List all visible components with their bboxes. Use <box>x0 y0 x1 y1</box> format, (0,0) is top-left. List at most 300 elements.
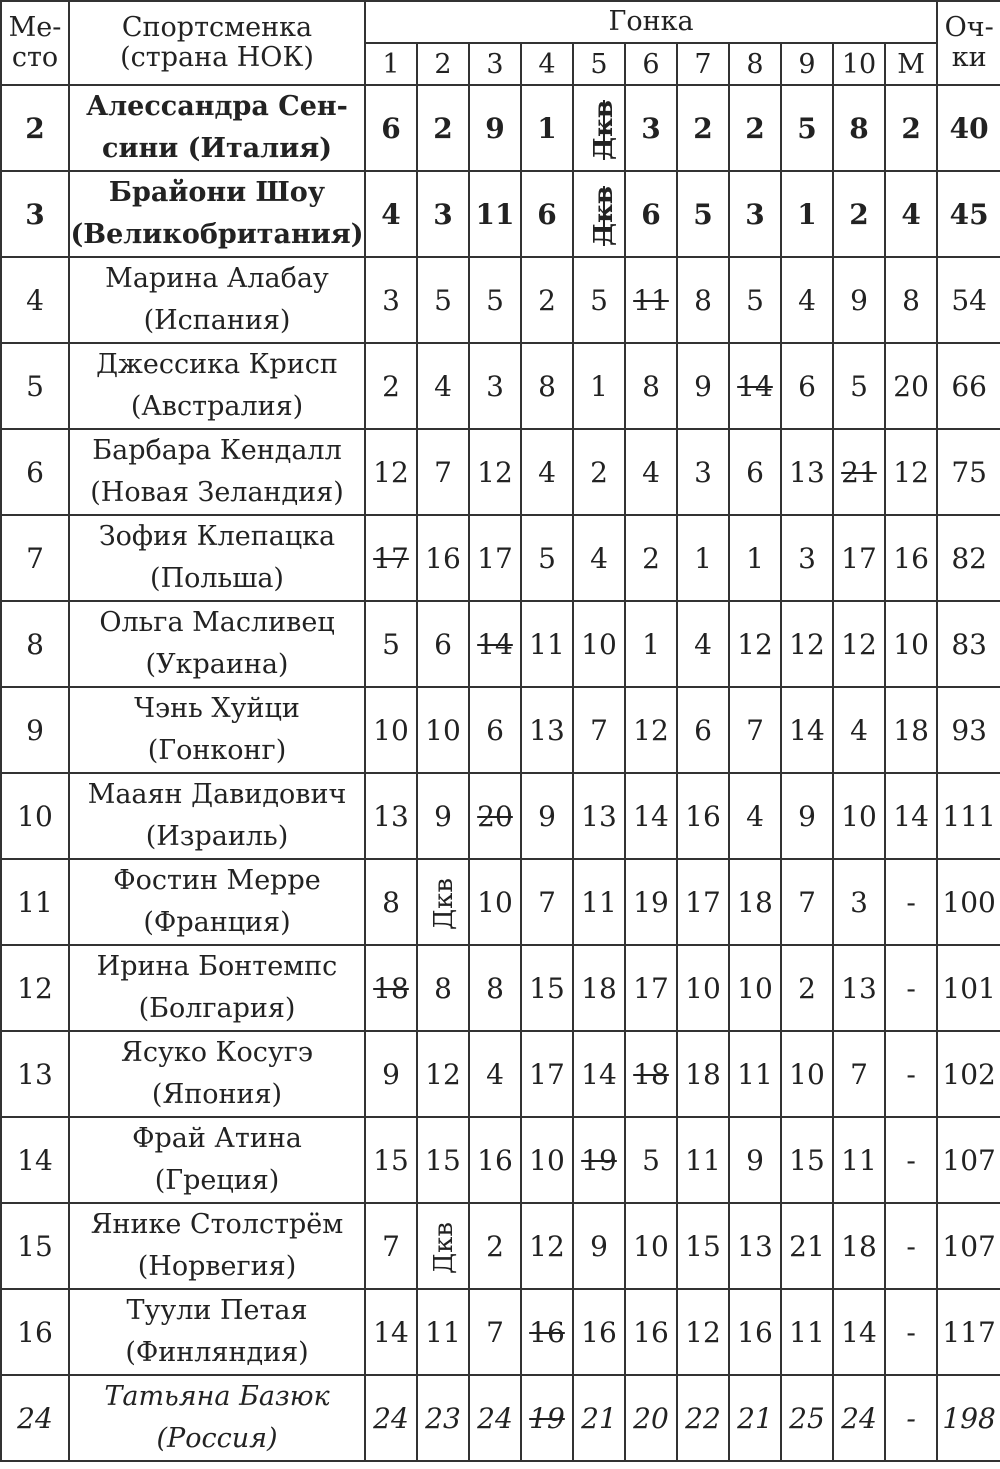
points-cell: 107 <box>937 1117 1000 1203</box>
race-result-cell <box>625 601 677 687</box>
race-result: 10 <box>737 971 773 1005</box>
table-row <box>1 859 1000 945</box>
race-result: 4 <box>798 283 816 317</box>
race-result-cell <box>625 1375 677 1461</box>
race-result: 7 <box>746 713 764 747</box>
race-result: 4 <box>434 369 452 403</box>
race-result-cell <box>833 343 885 429</box>
race-result-cell <box>469 1289 521 1375</box>
race-result: 7 <box>486 1315 504 1349</box>
race-result: 12 <box>789 627 825 661</box>
race-result-cell <box>469 1375 521 1461</box>
race-result-cell <box>729 1375 781 1461</box>
race-result: 8 <box>642 369 660 403</box>
athlete-name: Джессика Крисп (Австралия) <box>96 349 338 422</box>
race-result: 13 <box>789 455 825 489</box>
race-result-cell <box>417 945 469 1031</box>
discarded-result: 18 <box>373 971 409 1005</box>
race-result-cell <box>469 85 521 171</box>
race-result: 9 <box>538 799 556 833</box>
race-result-cell <box>417 1375 469 1461</box>
disqualified-mark: Дкв <box>588 99 619 160</box>
race-result-cell <box>833 1203 885 1289</box>
race-result: 17 <box>529 1057 565 1091</box>
race-result-cell <box>469 429 521 515</box>
discarded-result: 18 <box>633 1057 669 1091</box>
race-result-cell <box>781 859 833 945</box>
race-result: 7 <box>590 713 608 747</box>
race-result: 2 <box>590 455 608 489</box>
race-result: 5 <box>746 283 764 317</box>
athlete-name: Чэнь Хуйци (Гонконг) <box>134 693 300 766</box>
discarded-result: 16 <box>529 1315 565 1349</box>
race-result-cell <box>365 429 417 515</box>
points-cell: 117 <box>937 1289 1000 1375</box>
race-result-cell <box>833 687 885 773</box>
race-result: 18 <box>581 971 617 1005</box>
race-result: 6 <box>641 197 661 231</box>
race-result: 10 <box>789 1057 825 1091</box>
race-result: 10 <box>477 885 513 919</box>
race-result: 14 <box>789 713 825 747</box>
race-result-cell <box>417 1203 469 1289</box>
race-result-cell <box>833 601 885 687</box>
race-result-cell <box>521 1289 573 1375</box>
place-cell: 2 <box>1 85 69 171</box>
race-result: 10 <box>633 1229 669 1263</box>
race-result: 6 <box>746 455 764 489</box>
race-result: 2 <box>382 369 400 403</box>
race-result-cell <box>469 515 521 601</box>
header-race-number: 7 <box>677 43 729 85</box>
race-result: 11 <box>737 1057 773 1091</box>
race-result-cell <box>781 1117 833 1203</box>
race-result: 5 <box>797 111 817 145</box>
race-result-cell <box>469 171 521 257</box>
race-result: 24 <box>841 1401 877 1435</box>
header-race-number: 2 <box>417 43 469 85</box>
race-result: 9 <box>798 799 816 833</box>
athlete-cell <box>69 601 365 687</box>
race-result-cell <box>833 515 885 601</box>
race-result: 5 <box>434 283 452 317</box>
race-result: 12 <box>893 455 929 489</box>
race-result: 6 <box>381 111 401 145</box>
race-result: 4 <box>590 541 608 575</box>
race-result-cell <box>833 85 885 171</box>
race-result-cell <box>781 687 833 773</box>
race-result-cell <box>573 515 625 601</box>
race-result-cell <box>469 343 521 429</box>
race-result: 2 <box>745 111 765 145</box>
race-result: 14 <box>893 799 929 833</box>
race-result: 7 <box>538 885 556 919</box>
race-result: 15 <box>529 971 565 1005</box>
race-result: 2 <box>798 971 816 1005</box>
points-cell: 198 <box>937 1375 1000 1461</box>
discarded-result: 20 <box>477 799 513 833</box>
race-result-cell <box>365 601 417 687</box>
race-result: 3 <box>486 369 504 403</box>
table-row <box>1 171 1000 257</box>
race-result-cell <box>677 945 729 1031</box>
race-result: 6 <box>798 369 816 403</box>
place-cell: 16 <box>1 1289 69 1375</box>
race-result: - <box>906 971 916 1005</box>
header-race-number: 10 <box>833 43 885 85</box>
table-row <box>1 1289 1000 1375</box>
place-cell: 11 <box>1 859 69 945</box>
race-result-cell <box>729 257 781 343</box>
table-row <box>1 515 1000 601</box>
race-result-cell <box>885 257 937 343</box>
race-result: 3 <box>433 197 453 231</box>
race-result: 3 <box>850 885 868 919</box>
race-result-cell <box>885 1203 937 1289</box>
race-result-cell <box>833 773 885 859</box>
race-result-cell <box>781 515 833 601</box>
race-result-cell <box>365 1117 417 1203</box>
race-result-cell <box>677 429 729 515</box>
race-result-cell <box>573 945 625 1031</box>
race-result-cell <box>677 773 729 859</box>
race-result-cell <box>365 1031 417 1117</box>
race-result: 1 <box>642 627 660 661</box>
athlete-name: Ясуко Косугэ (Япония) <box>121 1037 313 1110</box>
race-result-cell <box>365 1203 417 1289</box>
race-result-cell <box>729 343 781 429</box>
race-result-cell <box>417 171 469 257</box>
race-result: 13 <box>841 971 877 1005</box>
race-result: 12 <box>425 1057 461 1091</box>
athlete-cell <box>69 1289 365 1375</box>
race-result-cell <box>781 257 833 343</box>
race-result-cell <box>677 859 729 945</box>
race-result-cell <box>521 515 573 601</box>
race-result-cell <box>573 343 625 429</box>
discarded-result: 19 <box>581 1143 617 1177</box>
athlete-cell <box>69 1031 365 1117</box>
race-result: 12 <box>373 455 409 489</box>
disqualified-mark: Дкв <box>588 185 619 246</box>
race-result-cell <box>729 601 781 687</box>
race-result: 7 <box>382 1229 400 1263</box>
race-result-cell <box>781 773 833 859</box>
points-cell: 101 <box>937 945 1000 1031</box>
race-result: 12 <box>633 713 669 747</box>
race-result: 10 <box>685 971 721 1005</box>
race-result: 13 <box>581 799 617 833</box>
race-result-cell <box>521 171 573 257</box>
race-result-cell <box>365 257 417 343</box>
race-result: 1 <box>537 111 557 145</box>
race-result: 2 <box>486 1229 504 1263</box>
race-result-cell <box>573 859 625 945</box>
race-result-cell <box>417 343 469 429</box>
race-result: 19 <box>633 885 669 919</box>
race-result: 12 <box>477 455 513 489</box>
race-result-cell <box>781 1031 833 1117</box>
race-result: 13 <box>373 799 409 833</box>
discarded-result: 14 <box>737 369 773 403</box>
race-result-cell <box>885 601 937 687</box>
race-result: 10 <box>373 713 409 747</box>
athlete-cell <box>69 171 365 257</box>
race-result: 3 <box>745 197 765 231</box>
place-cell: 10 <box>1 773 69 859</box>
place-cell: 7 <box>1 515 69 601</box>
race-result-cell <box>469 1031 521 1117</box>
race-result: 20 <box>893 369 929 403</box>
race-result-cell <box>677 343 729 429</box>
race-result-cell <box>885 85 937 171</box>
race-result: 11 <box>685 1143 721 1177</box>
race-result: 1 <box>797 197 817 231</box>
race-result-cell <box>833 171 885 257</box>
race-result: 11 <box>841 1143 877 1177</box>
race-result: 6 <box>537 197 557 231</box>
race-result-cell <box>885 171 937 257</box>
race-result: 16 <box>425 541 461 575</box>
race-result: 7 <box>434 455 452 489</box>
race-result-cell <box>625 171 677 257</box>
athlete-name: Зофия Клепацка (Польша) <box>98 521 336 594</box>
race-result: 9 <box>850 283 868 317</box>
race-result-cell <box>625 343 677 429</box>
race-result: 9 <box>590 1229 608 1263</box>
header-race-number: 3 <box>469 43 521 85</box>
race-result: 8 <box>486 971 504 1005</box>
place-cell: 3 <box>1 171 69 257</box>
discarded-result: 19 <box>529 1401 565 1435</box>
table-row <box>1 1375 1000 1461</box>
race-result: 5 <box>642 1143 660 1177</box>
race-result-cell <box>729 687 781 773</box>
athlete-name: Алессандра Сен- сини (Италия) <box>86 91 348 164</box>
race-result: 5 <box>850 369 868 403</box>
race-result-cell <box>365 1289 417 1375</box>
points-cell: 54 <box>937 257 1000 343</box>
place-cell: 5 <box>1 343 69 429</box>
race-result: 21 <box>581 1401 617 1435</box>
race-result: 4 <box>746 799 764 833</box>
race-result: 11 <box>789 1315 825 1349</box>
race-result-cell <box>417 1289 469 1375</box>
athlete-name: Туули Петая (Финляндия) <box>125 1295 309 1368</box>
race-result-cell <box>677 1289 729 1375</box>
race-result: 4 <box>381 197 401 231</box>
race-result: 3 <box>382 283 400 317</box>
race-result: - <box>906 1401 916 1435</box>
race-result: 4 <box>694 627 712 661</box>
athlete-cell <box>69 429 365 515</box>
race-result-cell <box>625 945 677 1031</box>
place-cell: 6 <box>1 429 69 515</box>
race-result-cell <box>365 171 417 257</box>
race-result-cell <box>365 1375 417 1461</box>
table-row <box>1 1031 1000 1117</box>
race-result: 16 <box>633 1315 669 1349</box>
athlete-name: Брайони Шоу (Великобритания) <box>70 177 364 250</box>
race-result-cell <box>417 257 469 343</box>
race-result: 10 <box>581 627 617 661</box>
race-result-cell <box>885 1031 937 1117</box>
race-result-cell <box>781 85 833 171</box>
race-result: 2 <box>901 111 921 145</box>
race-result: 2 <box>693 111 713 145</box>
points-cell: 83 <box>937 601 1000 687</box>
disqualified-mark: Дкв <box>429 877 460 930</box>
race-result-cell <box>729 1203 781 1289</box>
race-result-cell <box>781 945 833 1031</box>
header-race-number: 9 <box>781 43 833 85</box>
race-result-cell <box>781 1203 833 1289</box>
race-result-cell <box>521 601 573 687</box>
race-result-cell <box>521 687 573 773</box>
points-cell: 82 <box>937 515 1000 601</box>
race-result-cell <box>365 343 417 429</box>
race-result-cell <box>781 343 833 429</box>
race-result-cell <box>729 85 781 171</box>
race-result: 18 <box>737 885 773 919</box>
race-result-cell <box>573 1117 625 1203</box>
race-result: 12 <box>685 1315 721 1349</box>
race-result-cell <box>885 1289 937 1375</box>
header-athlete: Спортсменка (страна НОК) <box>69 1 365 85</box>
race-result-cell <box>625 85 677 171</box>
place-cell: 14 <box>1 1117 69 1203</box>
race-result: 7 <box>798 885 816 919</box>
race-result: 10 <box>841 799 877 833</box>
race-result-cell <box>521 343 573 429</box>
race-result-cell <box>625 1117 677 1203</box>
race-result: 9 <box>746 1143 764 1177</box>
athlete-name: Марина Алабау (Испания) <box>105 263 329 336</box>
race-result: 14 <box>841 1315 877 1349</box>
race-result-cell <box>469 859 521 945</box>
race-result-cell <box>573 773 625 859</box>
table-row <box>1 1203 1000 1289</box>
race-result-cell <box>365 85 417 171</box>
race-result-cell <box>625 1289 677 1375</box>
race-result-cell <box>521 773 573 859</box>
race-result-cell <box>885 773 937 859</box>
discarded-result: 11 <box>633 283 669 317</box>
race-result-cell <box>521 1117 573 1203</box>
race-result-cell <box>521 859 573 945</box>
race-result-cell <box>365 687 417 773</box>
athlete-cell <box>69 85 365 171</box>
race-result: 4 <box>901 197 921 231</box>
place-cell: 4 <box>1 257 69 343</box>
race-result: 21 <box>789 1229 825 1263</box>
athlete-cell <box>69 1203 365 1289</box>
table-row <box>1 773 1000 859</box>
race-result: 13 <box>529 713 565 747</box>
race-result: 4 <box>486 1057 504 1091</box>
race-result-cell <box>365 945 417 1031</box>
race-result-cell <box>677 1117 729 1203</box>
race-result: 9 <box>485 111 505 145</box>
race-result: 25 <box>789 1401 825 1435</box>
race-result-cell <box>781 429 833 515</box>
race-result: 12 <box>529 1229 565 1263</box>
race-result-cell <box>625 257 677 343</box>
points-cell: 107 <box>937 1203 1000 1289</box>
points-cell: 40 <box>937 85 1000 171</box>
race-result: 4 <box>538 455 556 489</box>
points-cell: 66 <box>937 343 1000 429</box>
race-result-cell <box>573 1289 625 1375</box>
header-race-number: 4 <box>521 43 573 85</box>
race-result-cell <box>677 85 729 171</box>
athlete-name: Мааян Давидович (Израиль) <box>87 779 347 852</box>
race-result: 2 <box>433 111 453 145</box>
race-result: 6 <box>486 713 504 747</box>
race-result-cell <box>469 601 521 687</box>
race-result-cell <box>729 515 781 601</box>
race-result-cell <box>729 1031 781 1117</box>
race-result: 14 <box>633 799 669 833</box>
table-row <box>1 1117 1000 1203</box>
race-result: 8 <box>382 885 400 919</box>
race-result: 17 <box>477 541 513 575</box>
place-cell: 9 <box>1 687 69 773</box>
race-result-cell <box>729 1289 781 1375</box>
race-result-cell <box>885 687 937 773</box>
race-result-cell <box>625 1203 677 1289</box>
race-result: 10 <box>893 627 929 661</box>
race-result: 23 <box>425 1401 461 1435</box>
race-result: - <box>906 885 916 919</box>
race-result: 5 <box>590 283 608 317</box>
race-result: 16 <box>581 1315 617 1349</box>
race-result-cell <box>469 257 521 343</box>
race-result: 6 <box>694 713 712 747</box>
race-result-cell <box>833 945 885 1031</box>
race-result-cell <box>833 257 885 343</box>
race-result: 12 <box>737 627 773 661</box>
athlete-cell <box>69 1117 365 1203</box>
discarded-result: 21 <box>841 455 877 489</box>
athlete-name: Фостин Мерре (Франция) <box>113 865 321 938</box>
athlete-cell <box>69 687 365 773</box>
athlete-cell <box>69 515 365 601</box>
race-result-cell <box>729 773 781 859</box>
race-result-cell <box>729 429 781 515</box>
race-result: 5 <box>382 627 400 661</box>
race-result-cell <box>417 773 469 859</box>
race-result: - <box>906 1229 916 1263</box>
race-result-cell <box>521 1375 573 1461</box>
race-result: 17 <box>633 971 669 1005</box>
race-result-cell <box>625 429 677 515</box>
race-result-cell <box>521 1203 573 1289</box>
race-result-cell <box>885 343 937 429</box>
race-result: 4 <box>850 713 868 747</box>
race-result: 24 <box>477 1401 513 1435</box>
race-result-cell <box>573 257 625 343</box>
header-race-number: 6 <box>625 43 677 85</box>
points-cell: 45 <box>937 171 1000 257</box>
race-result: 3 <box>641 111 661 145</box>
table-row <box>1 343 1000 429</box>
header-points: Оч- ки <box>937 1 1000 85</box>
race-result: 7 <box>850 1057 868 1091</box>
race-result: 10 <box>529 1143 565 1177</box>
race-result-cell <box>521 257 573 343</box>
race-result: 8 <box>538 369 556 403</box>
